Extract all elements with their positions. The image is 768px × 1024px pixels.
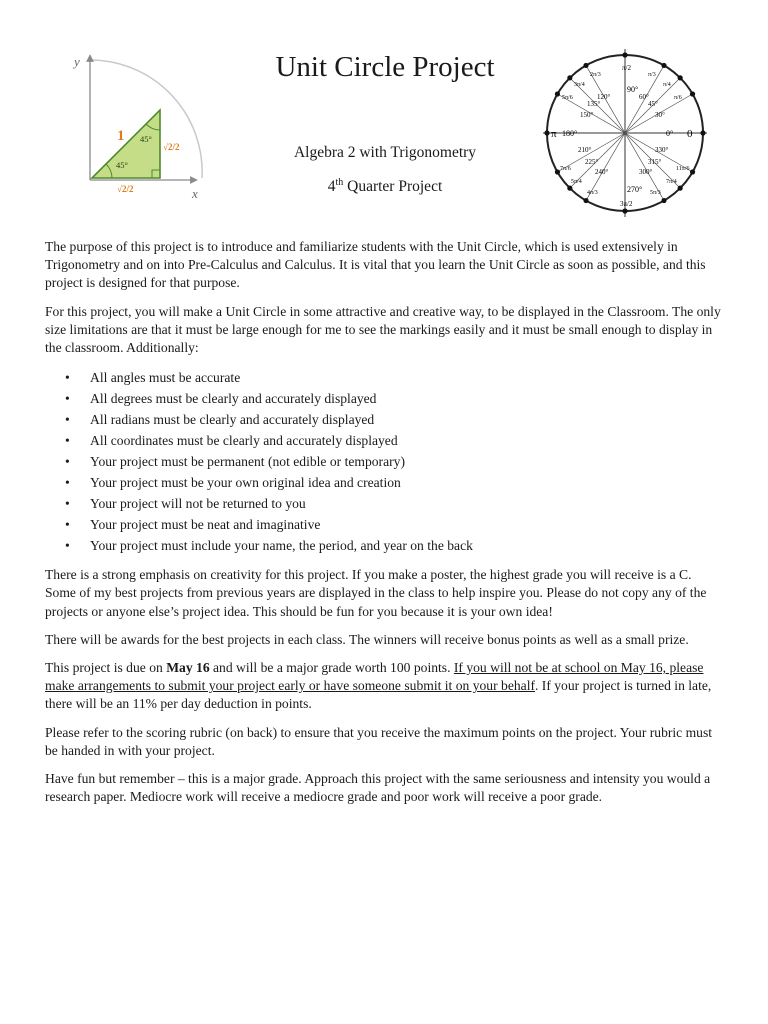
course-subtitle: Algebra 2 with Trigonometry xyxy=(293,144,477,161)
degree-label-90: 90° xyxy=(627,85,639,94)
angle-label-bottom: 45° xyxy=(116,160,128,170)
quarter-subtitle: 4th Quarter Project xyxy=(327,177,443,196)
degree-label-270: 270° xyxy=(627,185,643,194)
degree-label-150: 150° xyxy=(580,111,594,119)
degree-label-300: 300° xyxy=(639,168,653,176)
list-item: • All radians must be clearly and accurately displayed xyxy=(90,409,725,430)
degree-label-315: 315° xyxy=(648,158,662,166)
vertical-side-label: √2/2 xyxy=(163,142,180,152)
radian-label-11pi-6: 11π/6 xyxy=(676,166,690,172)
radian-label-3pi-4: 3π/4 xyxy=(574,82,585,88)
degree-label-135: 135° xyxy=(587,100,601,108)
horizontal-side-label: √2/2 xyxy=(117,184,134,194)
point-300 xyxy=(661,198,666,203)
radian-label-pi-6: π/6 xyxy=(674,95,682,101)
radian-label-pi-2: π/2 xyxy=(622,64,631,72)
radian-label-2pi-3: 2π/3 xyxy=(590,72,601,78)
triangle-figure xyxy=(62,50,212,205)
page-title: Unit Circle Project xyxy=(275,51,495,83)
y-axis-label: y xyxy=(74,54,80,69)
radian-label-5pi-3: 5π/3 xyxy=(650,190,661,196)
list-item: • Your project must be permanent (not edible or temporary) xyxy=(90,451,725,472)
radian-label-5pi-6: 5π/6 xyxy=(562,95,573,101)
degree-label-120: 120° xyxy=(597,93,611,101)
point-90 xyxy=(622,52,627,57)
angle-label-top: 45° xyxy=(140,134,152,144)
point-60 xyxy=(661,63,666,68)
document-body xyxy=(45,238,725,816)
radian-label-pi-4: π/4 xyxy=(663,82,671,88)
due-date-paragraph: This project is due on May 16 and will be a major grade worth 100 points. If you will not be at school on May 16, please make arrangements to submit your project early or have someone submit it on your behalf. If your project is turned in late, there will be an 11% per day deduction in points. xyxy=(45,660,712,712)
point-120 xyxy=(583,63,588,68)
point-270 xyxy=(622,208,627,213)
header xyxy=(0,0,768,235)
point-180 xyxy=(544,130,549,135)
list-item: • All angles must be accurate xyxy=(90,367,725,388)
requirements-list xyxy=(45,367,725,556)
point-150 xyxy=(555,91,560,96)
point-225 xyxy=(567,186,572,191)
intro-paragraph: The purpose of this project is to introduce and familiarize students with the Unit Circle, which is used extensively in Trigonometry and on into Pre-Calculus and Calculus. It is vital that you learn the Unit Circle as soon as possible, and this project is designed for that purpose. xyxy=(45,239,706,291)
hypotenuse-label: 1 xyxy=(117,128,125,144)
unit-circle-figure xyxy=(538,44,712,222)
radian-label-pi: π xyxy=(551,128,557,140)
rubric-paragraph: Please refer to the scoring rubric (on back) to ensure that you receive the maximum points on the project. Your rubric must be handed in with your project. xyxy=(45,724,713,758)
closing-paragraph: Have fun but remember – this is a major grade. Approach this project with the same seriousness and intensity you would a research paper. Mediocre work will receive a mediocre grade and poor work will receive a poor grade. xyxy=(45,771,711,805)
point-330 xyxy=(690,169,695,174)
radian-label-7pi-6: 7π/6 xyxy=(560,166,571,172)
degree-label-60: 60° xyxy=(639,93,649,101)
list-item: • All coordinates must be clearly and accurately displayed xyxy=(90,430,725,451)
x-axis-label: x xyxy=(192,186,198,201)
radian-label-pi-3: π/3 xyxy=(648,72,656,78)
point-315 xyxy=(678,186,683,191)
creativity-paragraph: There is a strong emphasis on creativity for this project. If you make a poster, the highest grade you will receive is a C. Some of my best projects from previous years are displayed in the class to help inspire you. Please do not copy any of the projects or anyone else’s project idea. This should be fun for you because it is your own idea! xyxy=(45,567,707,619)
list-item: • Your project must be neat and imaginative xyxy=(90,514,725,535)
list-item: • All degrees must be clearly and accurately displayed xyxy=(90,388,725,409)
point-30 xyxy=(690,91,695,96)
degree-label-45: 45° xyxy=(648,100,658,108)
point-240 xyxy=(583,198,588,203)
degree-label-240: 240° xyxy=(595,168,609,176)
radian-label-4pi-3: 4π/3 xyxy=(587,190,598,196)
degree-label-210: 210° xyxy=(578,146,592,154)
awards-paragraph: There will be awards for the best projects in each class. The winners will receive bonus points as well as a small prize. xyxy=(45,631,689,647)
radian-label-0: 0 xyxy=(687,128,693,140)
list-item: • Your project must include your name, the period, and year on the back xyxy=(90,535,725,556)
degree-label-0: 0° xyxy=(666,129,674,138)
degree-label-225: 225° xyxy=(585,158,599,166)
point-0 xyxy=(700,130,705,135)
list-item: • Your project must be your own original idea and creation xyxy=(90,472,725,493)
degree-label-30: 30° xyxy=(655,111,665,119)
degree-label-330: 330° xyxy=(655,146,669,154)
radian-label-5pi-4: 5π/4 xyxy=(571,179,582,185)
degree-label-180: 180° xyxy=(562,129,578,138)
radian-label-7pi-4: 7π/4 xyxy=(666,179,677,185)
due-date: May 16 xyxy=(166,660,210,676)
instructions-paragraph: For this project, you will make a Unit Circle in some attractive and creative way, to be displayed in the Classroom. The only size limitations are that it must be large enough for me to see the markings easily and it must be small enough to display in the classroom. Additionally: xyxy=(45,303,721,356)
point-135 xyxy=(567,75,572,80)
point-45 xyxy=(678,75,683,80)
radian-label-3pi-2: 3π/2 xyxy=(620,200,633,208)
absence-notice: If you will not be at school on May 16, please make arrangements to submit your project early or have someone submit it on your behalf xyxy=(45,660,704,694)
list-item: • Your project will not be returned to you xyxy=(90,493,725,514)
